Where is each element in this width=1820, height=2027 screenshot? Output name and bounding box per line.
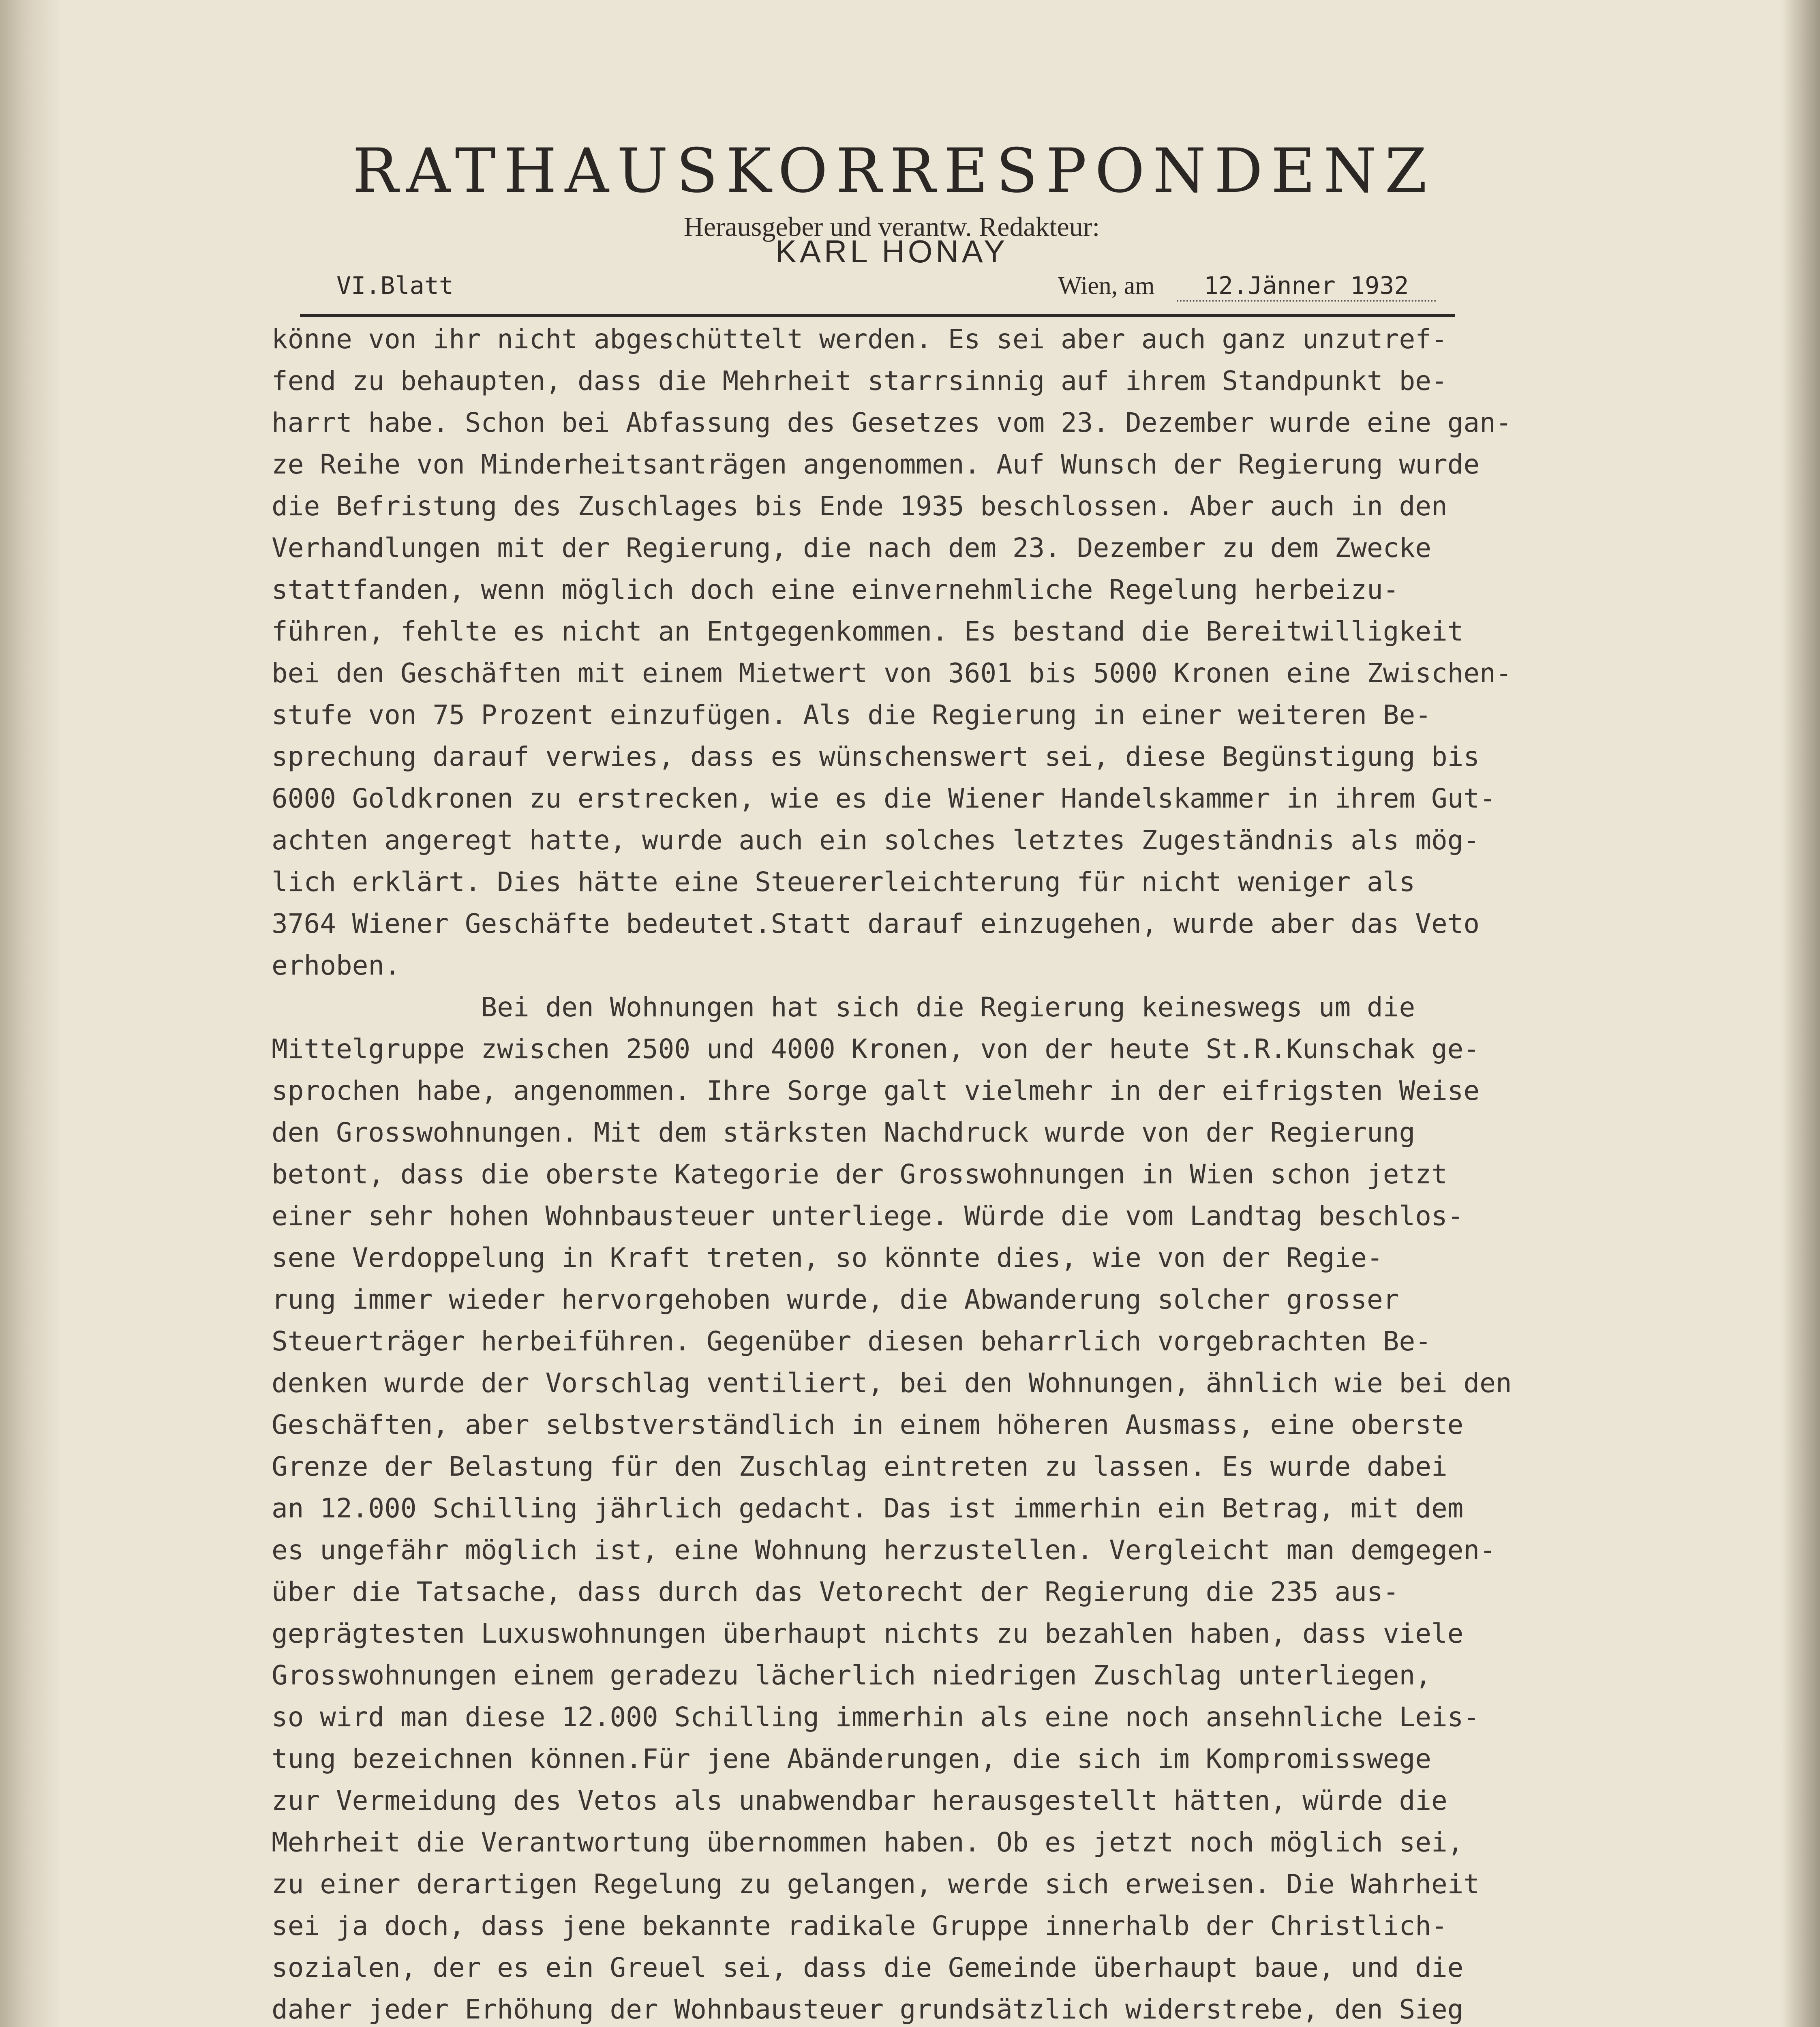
text-line: zu einer derartigen Regelung zu gelangen, werde sich erweisen. Die Wahrheit bbox=[272, 1868, 1480, 1900]
text-line: 3764 Wiener Geschäfte bedeutet.Statt darauf einzugehen, wurde aber das Veto bbox=[272, 908, 1480, 939]
text-line: so wird man diese 12.000 Schilling immerhin als eine noch ansehnliche Leis- bbox=[272, 1701, 1480, 1733]
text-line: sene Verdoppelung in Kraft treten, so könnte dies, wie von der Regie- bbox=[272, 1242, 1383, 1273]
body-text bbox=[272, 318, 1569, 2027]
binding-shadow-left bbox=[0, 0, 61, 2027]
text-line: achten angeregt hatte, wurde auch ein solches letztes Zugeständnis als mög- bbox=[272, 825, 1480, 856]
text-line: Mehrheit die Verantwortung übernommen haben. Ob es jetzt noch möglich sei, bbox=[272, 1827, 1464, 1858]
text-line: zur Vermeidung des Vetos als unabwendbar herausgestellt hätten, würde die bbox=[272, 1785, 1447, 1816]
text-line: Verhandlungen mit der Regierung, die nach dem 23. Dezember zu dem Zwecke bbox=[272, 532, 1431, 564]
text-line: daher jeder Erhöhung der Wohnbausteuer grundsätzlich widerstrebe, den Sieg bbox=[272, 1994, 1464, 2025]
text-line: könne von ihr nicht abgeschüttelt werden. Es sei aber auch ganz unzutref- bbox=[272, 324, 1447, 355]
text-line: Steuerträger herbeiführen. Gegenüber diesen beharrlich vorgebrachten Be- bbox=[272, 1326, 1431, 1357]
date-value: 12.Jänner 1932 bbox=[1177, 272, 1436, 302]
masthead-subtitle: Herausgeber und verantw. Redakteur: bbox=[683, 211, 1100, 242]
text-line: führen, fehlte es nicht an Entgegenkommen. Es bestand die Bereitwilligkeit bbox=[272, 616, 1464, 647]
text-line: erhoben. bbox=[272, 950, 400, 981]
text-line: den Grosswohnungen. Mit dem stärksten Nachdruck wurde von der Regierung bbox=[272, 1117, 1415, 1148]
text-line: rung immer wieder hervorgehoben wurde, die Abwanderung solcher grosser bbox=[272, 1284, 1399, 1315]
text-line: 6000 Goldkronen zu erstrecken, wie es die Wiener Handelskammer in ihrem Gut- bbox=[272, 783, 1496, 814]
text-line: über die Tatsache, dass durch das Vetorecht der Regierung die 235 aus- bbox=[272, 1576, 1399, 1607]
text-line: Mittelgruppe zwischen 2500 und 4000 Kronen, von der heute St.R.Kunschak ge- bbox=[272, 1033, 1480, 1065]
text-line: geprägtesten Luxuswohnungen überhaupt nichts zu bezahlen haben, dass viele bbox=[272, 1618, 1464, 1649]
masthead-editor: KARL HONAY bbox=[775, 234, 1008, 269]
text-line: stufe von 75 Prozent einzufügen. Als die Regierung in einer weiteren Be- bbox=[272, 699, 1431, 731]
text-line: Bei den Wohnungen hat sich die Regierung keineswegs um die bbox=[272, 992, 1415, 1023]
text-line: einer sehr hohen Wohnbausteuer unterliege. Würde die vom Landtag beschlos- bbox=[272, 1200, 1464, 1232]
header-rule bbox=[300, 314, 1455, 317]
text-line: sozialen, der es ein Greuel sei, dass die Gemeinde überhaupt baue, und die bbox=[272, 1952, 1464, 1983]
text-line: es ungefähr möglich ist, eine Wohnung herzustellen. Vergleicht man demgegen- bbox=[272, 1534, 1496, 1566]
text-line: an 12.000 Schilling jährlich gedacht. Das ist immerhin ein Betrag, mit dem bbox=[272, 1493, 1464, 1524]
text-line: lich erklärt. Dies hätte eine Steuererleichterung für nicht weniger als bbox=[272, 866, 1415, 898]
masthead-title: RATHAUSKORRESPONDENZ bbox=[352, 136, 1435, 206]
text-line: Geschäften, aber selbstverständlich in einem höheren Ausmass, eine oberste bbox=[272, 1409, 1464, 1440]
text-line: fend zu behaupten, dass die Mehrheit starrsinnig auf ihrem Standpunkt be- bbox=[272, 365, 1447, 396]
text-line: stattfanden, wenn möglich doch eine einvernehmliche Regelung herbeizu- bbox=[272, 574, 1399, 605]
date-line bbox=[1058, 272, 1463, 302]
text-line: bei den Geschäften mit einem Mietwert von 3601 bis 5000 Kronen eine Zwischen- bbox=[272, 658, 1512, 689]
text-line: betont, dass die oberste Kategorie der Grosswohnungen in Wien schon jetzt bbox=[272, 1159, 1447, 1190]
text-line: denken wurde der Vorschlag ventiliert, bei den Wohnungen, ähnlich wie bei den bbox=[272, 1367, 1512, 1399]
date-prefix: Wien, am bbox=[1058, 272, 1155, 300]
binding-shadow-right bbox=[1781, 0, 1820, 2027]
text-line: sprochen habe, angenommen. Ihre Sorge galt vielmehr in der eifrigsten Weise bbox=[272, 1075, 1480, 1106]
text-line: ze Reihe von Minderheitsanträgen angenommen. Auf Wunsch der Regierung wurde bbox=[272, 449, 1480, 480]
text-line: sprechung darauf verwies, dass es wünschenswert sei, diese Begünstigung bis bbox=[272, 741, 1480, 772]
sheet-number: VI.Blatt bbox=[336, 272, 454, 300]
text-line: tung bezeichnen können.Für jene Abänderungen, die sich im Kompromisswege bbox=[272, 1743, 1431, 1774]
text-line: die Befristung des Zuschlages bis Ende 1935 beschlossen. Aber auch in den bbox=[272, 491, 1447, 522]
text-line: Grosswohnungen einem geradezu lächerlich niedrigen Zuschlag unterliegen, bbox=[272, 1660, 1431, 1691]
text-line: harrt habe. Schon bei Abfassung des Gesetzes vom 23. Dezember wurde eine gan- bbox=[272, 407, 1512, 438]
text-line: sei ja doch, dass jene bekannte radikale Gruppe innerhalb der Christlich- bbox=[272, 1910, 1447, 1941]
text-line: Grenze der Belastung für den Zuschlag eintreten zu lassen. Es wurde dabei bbox=[272, 1451, 1447, 1482]
